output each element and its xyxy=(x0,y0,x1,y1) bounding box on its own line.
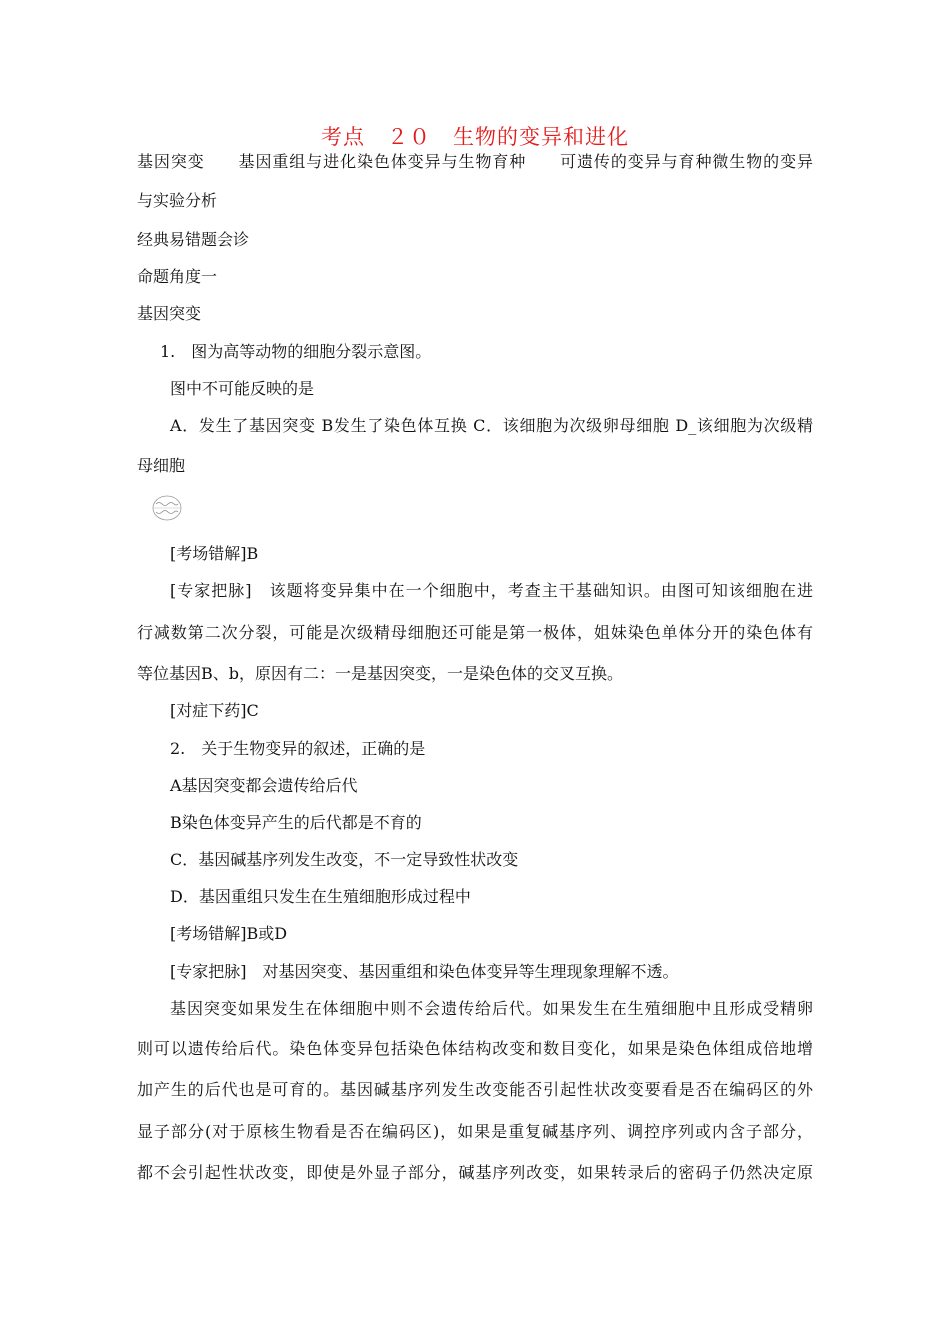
subsection-heading: 命题角度一 xyxy=(137,267,218,286)
question-1-answer: [对症下药]C xyxy=(170,701,259,720)
topic-list-line-1: 基因突变 基因重组与进化染色体变异与生物育种 可遗传的变异与育种微生物的变异 xyxy=(137,152,813,171)
explanation-line-4: 显子部分(对于原核生物看是否在编码区)，如果是重复碱基序列、调控序列或内含子部分， xyxy=(137,1122,813,1141)
topic-list-line-2: 与实验分析 xyxy=(137,191,218,210)
page-title: 考点 ２０ 生物的变异和进化 xyxy=(321,125,629,149)
topic-heading: 基因突变 xyxy=(137,304,202,323)
question-1-analysis-line-1: [专家把脉] 该题将变异集中在一个细胞中，考查主干基础知识。由图可知该细胞在进 xyxy=(170,581,813,600)
question-2-option-b: B染色体变异产生的后代都是不育的 xyxy=(170,813,422,832)
cell-division-figure xyxy=(150,493,184,523)
question-2-option-d: D．基因重组只发生在生殖细胞形成过程中 xyxy=(170,887,471,906)
question-1-sub: 图中不可能反映的是 xyxy=(170,379,315,398)
question-2-option-a: A基因突变都会遗传给后代 xyxy=(170,776,358,795)
question-2-analysis: [专家把脉] 对基因突变、基因重组和染色体变异等生理现象理解不透。 xyxy=(170,962,679,981)
explanation-line-2: 则可以遗传给后代。染色体变异包括染色体结构改变和数目变化，如果是染色体组成倍地增 xyxy=(137,1039,813,1058)
question-1-wrong-answer: [考场错解]B xyxy=(170,544,259,563)
question-1-options-line-1: A．发生了基因突变 B发生了染色体互换 C．该细胞为次级卵母细胞 D_该细胞为次级精 xyxy=(170,416,813,435)
question-2-option-c: C．基因碱基序列发生改变，不一定导致性状改变 xyxy=(170,850,519,869)
explanation-line-3: 加产生的后代也是可育的。基因碱基序列发生改变能否引起性状改变要看是否在编码区的外 xyxy=(137,1080,813,1099)
question-2-stem: 2. 关于生物变异的叙述，正确的是 xyxy=(170,739,426,758)
question-1-options-line-2: 母细胞 xyxy=(137,456,186,475)
question-1-analysis-line-2: 行减数第二次分裂，可能是次级精母细胞还可能是第一极体，姐妹染色单体分开的染色体有 xyxy=(137,623,813,642)
question-1-stem: 1. 图为高等动物的细胞分裂示意图。 xyxy=(160,342,432,361)
explanation-line-1: 基因突变如果发生在体细胞中则不会遗传给后代。如果发生在生殖细胞中且形成受精卵 xyxy=(170,999,813,1018)
question-1-analysis-line-3: 等位基因B、b，原因有二：一是基因突变，一是染色体的交叉互换。 xyxy=(137,664,624,683)
question-2-wrong-answer: [考场错解]B或D xyxy=(170,924,288,943)
section-heading: 经典易错题会诊 xyxy=(137,230,250,249)
explanation-line-5: 都不会引起性状改变，即使是外显子部分，碱基序列改变，如果转录后的密码子仍然决定原 xyxy=(137,1163,813,1182)
